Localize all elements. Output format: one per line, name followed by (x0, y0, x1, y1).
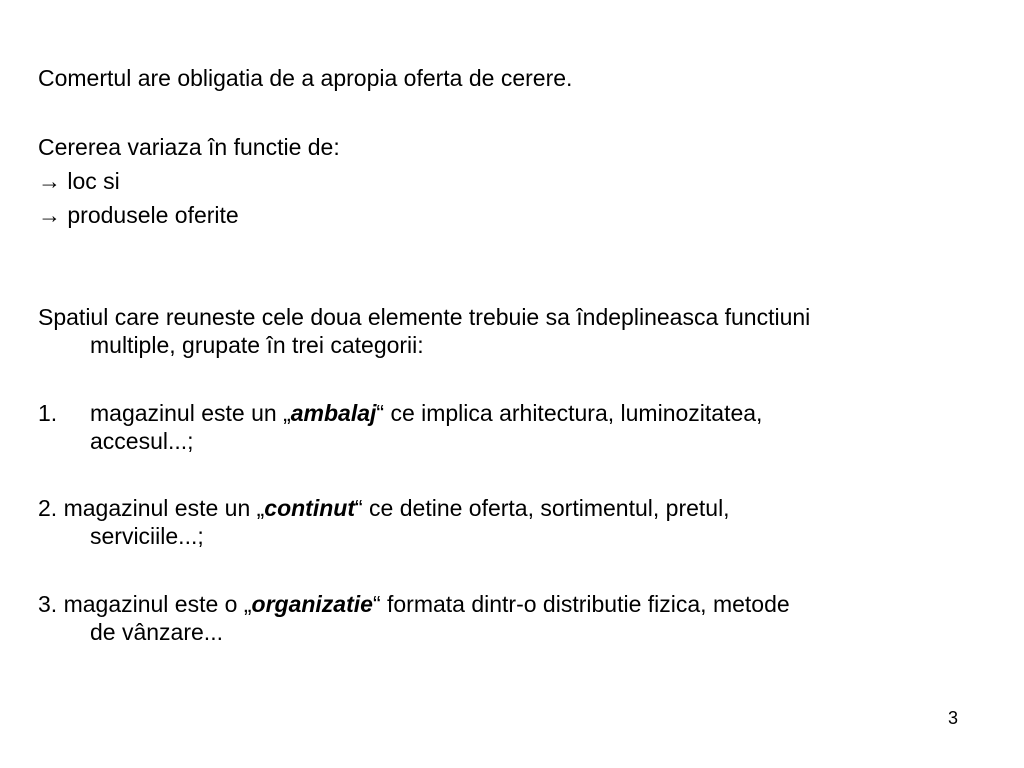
text-line-location: → loc si (38, 168, 120, 194)
list-item-1 (38, 399, 998, 455)
list-item-3-post: “ formata dintr-o distributie fizica, metode (372, 591, 790, 617)
list-item-2-line1 (38, 494, 998, 522)
list-item-1-post: “ ce implica arhitectura, luminozitatea, (376, 400, 763, 426)
paragraph-space (38, 303, 998, 359)
list-item-2-line2: serviciile...; (90, 523, 204, 549)
list-item-2 (38, 494, 998, 550)
list-item-1-keyword: ambalaj (290, 400, 377, 426)
paragraph-space-line2: multiple, grupate în trei categorii: (90, 332, 424, 358)
list-item-2-pre: 2. magazinul este un „ (38, 495, 265, 521)
list-item-2-keyword: continut (264, 495, 355, 521)
list-item-3-line1 (38, 590, 998, 618)
text-line-demand: Cererea variaza în functie de: (38, 134, 340, 160)
list-item-1-line2: accesul...; (90, 428, 194, 454)
text-line-products: → produsele oferite (38, 202, 239, 228)
text-line-intro: Comertul are obligatia de a apropia oferta de cerere. (38, 65, 573, 91)
list-item-1-number: 1. (38, 400, 58, 426)
list-item-3-keyword: organizatie (251, 591, 373, 617)
list-item-3 (38, 590, 998, 646)
page-number: 3 (948, 708, 959, 728)
list-item-3-line2: de vânzare... (90, 619, 223, 645)
paragraph-space-line1: Spatiul care reuneste cele doua elemente trebuie sa îndeplineasca functiuni (38, 304, 811, 330)
list-item-2-post: “ ce detine oferta, sortimentul, pretul, (355, 495, 730, 521)
list-item-3-pre: 3. magazinul este o „ (38, 591, 252, 617)
list-item-1-line1 (38, 399, 998, 427)
list-item-1-pre: magazinul este un „ (90, 400, 291, 426)
